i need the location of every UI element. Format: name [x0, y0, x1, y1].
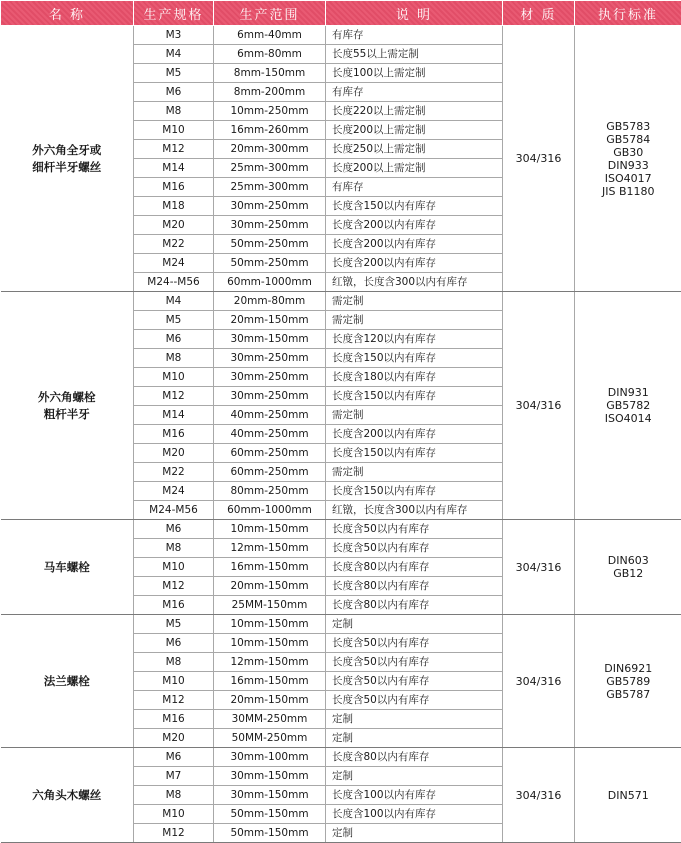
note-cell: 长度含200以内有库存 — [326, 254, 503, 273]
product-name-line: 粗杆半牙 — [1, 406, 134, 423]
note-cell: 定制 — [326, 710, 503, 729]
standard-line: GB5782 — [575, 399, 681, 412]
size-cell: M16 — [134, 178, 214, 197]
note-cell: 长度220以上需定制 — [326, 102, 503, 121]
note-cell: 长度含200以内有库存 — [326, 425, 503, 444]
note-cell: 长度含80以内有库存 — [326, 596, 503, 615]
size-cell: M12 — [134, 577, 214, 596]
range-cell: 50mm-150mm — [214, 805, 326, 824]
standard-line: JIS B1180 — [575, 185, 681, 198]
standard-cell — [575, 26, 681, 292]
note-cell: 定制 — [326, 767, 503, 786]
range-cell: 6mm-80mm — [214, 45, 326, 64]
size-cell: M20 — [134, 729, 214, 748]
product-name-line: 马车螺栓 — [1, 559, 134, 576]
product-name-cell — [1, 292, 134, 520]
size-cell: M24 — [134, 482, 214, 501]
range-cell: 25MM-150mm — [214, 596, 326, 615]
size-cell: M10 — [134, 368, 214, 387]
size-cell: M4 — [134, 292, 214, 311]
product-name-line: 细杆半牙螺丝 — [1, 159, 134, 176]
note-cell: 长度200以上需定制 — [326, 121, 503, 140]
note-cell: 长度含80以内有库存 — [326, 577, 503, 596]
table-row — [1, 748, 681, 767]
range-cell: 40mm-250mm — [214, 425, 326, 444]
standard-line: GB5783 — [575, 120, 681, 133]
size-cell: M12 — [134, 824, 214, 843]
note-cell: 定制 — [326, 729, 503, 748]
note-cell: 有库存 — [326, 26, 503, 45]
size-cell: M8 — [134, 653, 214, 672]
size-cell: M10 — [134, 558, 214, 577]
range-cell: 16mm-150mm — [214, 672, 326, 691]
table-row — [1, 26, 681, 45]
size-cell: M16 — [134, 425, 214, 444]
note-cell: 长度200以上需定制 — [326, 159, 503, 178]
size-cell: M16 — [134, 710, 214, 729]
standard-line: GB12 — [575, 567, 681, 580]
material-cell: 304/316 — [503, 748, 575, 843]
range-cell: 20mm-300mm — [214, 140, 326, 159]
note-cell: 长度含180以内有库存 — [326, 368, 503, 387]
size-cell: M5 — [134, 311, 214, 330]
range-cell: 16mm-150mm — [214, 558, 326, 577]
note-cell: 需定制 — [326, 406, 503, 425]
note-cell: 长度含50以内有库存 — [326, 653, 503, 672]
table-row — [1, 615, 681, 634]
note-cell: 红镦，长度含300以内有库存 — [326, 501, 503, 520]
range-cell: 60mm-1000mm — [214, 501, 326, 520]
header-name: 名 称 — [1, 1, 134, 26]
note-cell: 长度含80以内有库存 — [326, 748, 503, 767]
size-cell: M24-M56 — [134, 501, 214, 520]
size-cell: M22 — [134, 463, 214, 482]
standard-line: GB5789 — [575, 675, 681, 688]
range-cell: 10mm-150mm — [214, 520, 326, 539]
note-cell: 长度250以上需定制 — [326, 140, 503, 159]
size-cell: M12 — [134, 140, 214, 159]
note-cell: 长度含50以内有库存 — [326, 539, 503, 558]
size-cell: M10 — [134, 805, 214, 824]
range-cell: 8mm-200mm — [214, 83, 326, 102]
note-cell: 红镦，长度含300以内有库存 — [326, 273, 503, 292]
range-cell: 30mm-150mm — [214, 786, 326, 805]
range-cell: 6mm-40mm — [214, 26, 326, 45]
note-cell: 长度含150以内有库存 — [326, 349, 503, 368]
standard-line: DIN931 — [575, 386, 681, 399]
range-cell: 8mm-150mm — [214, 64, 326, 83]
note-cell: 长度含150以内有库存 — [326, 444, 503, 463]
note-cell: 长度含150以内有库存 — [326, 482, 503, 501]
range-cell: 10mm-150mm — [214, 634, 326, 653]
size-cell: M8 — [134, 786, 214, 805]
standard-line: GB30 — [575, 146, 681, 159]
standard-cell — [575, 292, 681, 520]
range-cell: 10mm-250mm — [214, 102, 326, 121]
range-cell: 10mm-150mm — [214, 615, 326, 634]
material-cell: 304/316 — [503, 26, 575, 292]
material-cell: 304/316 — [503, 520, 575, 615]
table-row — [1, 520, 681, 539]
standard-cell — [575, 520, 681, 615]
header-standard: 执行标准 — [575, 1, 681, 26]
note-cell: 长度含200以内有库存 — [326, 216, 503, 235]
material-cell: 304/316 — [503, 292, 575, 520]
size-cell: M6 — [134, 83, 214, 102]
product-name-line: 外六角全牙或 — [1, 142, 134, 159]
range-cell: 40mm-250mm — [214, 406, 326, 425]
note-cell: 长度含100以内有库存 — [326, 786, 503, 805]
range-cell: 50mm-250mm — [214, 254, 326, 273]
size-cell: M5 — [134, 64, 214, 83]
note-cell: 需定制 — [326, 311, 503, 330]
product-name-cell — [1, 26, 134, 292]
note-cell: 长度含80以内有库存 — [326, 558, 503, 577]
note-cell: 长度含200以内有库存 — [326, 235, 503, 254]
range-cell: 30mm-100mm — [214, 748, 326, 767]
note-cell: 定制 — [326, 615, 503, 634]
product-name-cell — [1, 520, 134, 615]
product-name-line: 法兰螺栓 — [1, 673, 134, 690]
range-cell: 12mm-150mm — [214, 539, 326, 558]
note-cell: 长度含50以内有库存 — [326, 634, 503, 653]
range-cell: 30mm-250mm — [214, 349, 326, 368]
header-note: 说 明 — [326, 1, 503, 26]
range-cell: 50mm-250mm — [214, 235, 326, 254]
standard-line: GB5784 — [575, 133, 681, 146]
header-size: 生产规格 — [134, 1, 214, 26]
range-cell: 30mm-150mm — [214, 330, 326, 349]
product-name-cell — [1, 615, 134, 748]
product-name-line: 外六角螺栓 — [1, 389, 134, 406]
range-cell: 20mm-150mm — [214, 691, 326, 710]
size-cell: M20 — [134, 216, 214, 235]
table-row — [1, 292, 681, 311]
material-cell: 304/316 — [503, 615, 575, 748]
size-cell: M20 — [134, 444, 214, 463]
note-cell: 有库存 — [326, 83, 503, 102]
size-cell: M6 — [134, 748, 214, 767]
size-cell: M4 — [134, 45, 214, 64]
range-cell: 60mm-250mm — [214, 444, 326, 463]
standard-line: DIN603 — [575, 554, 681, 567]
size-cell: M7 — [134, 767, 214, 786]
range-cell: 30MM-250mm — [214, 710, 326, 729]
size-cell: M8 — [134, 349, 214, 368]
standard-line: DIN571 — [575, 789, 681, 802]
standard-line: GB5787 — [575, 688, 681, 701]
size-cell: M3 — [134, 26, 214, 45]
size-cell: M8 — [134, 102, 214, 121]
header-row — [1, 1, 681, 26]
note-cell: 长度含100以内有库存 — [326, 805, 503, 824]
size-cell: M6 — [134, 520, 214, 539]
size-cell: M22 — [134, 235, 214, 254]
product-name-line: 六角头木螺丝 — [1, 787, 134, 804]
note-cell: 长度55以上需定制 — [326, 45, 503, 64]
standard-cell — [575, 615, 681, 748]
range-cell: 30mm-250mm — [214, 197, 326, 216]
note-cell: 需定制 — [326, 292, 503, 311]
size-cell: M12 — [134, 387, 214, 406]
range-cell: 60mm-250mm — [214, 463, 326, 482]
standard-cell — [575, 748, 681, 843]
size-cell: M5 — [134, 615, 214, 634]
range-cell: 30mm-250mm — [214, 368, 326, 387]
note-cell: 长度含150以内有库存 — [326, 387, 503, 406]
range-cell: 50mm-150mm — [214, 824, 326, 843]
note-cell: 长度含50以内有库存 — [326, 691, 503, 710]
product-name-cell — [1, 748, 134, 843]
size-cell: M12 — [134, 691, 214, 710]
standard-line: DIN933 — [575, 159, 681, 172]
range-cell: 25mm-300mm — [214, 159, 326, 178]
header-range: 生产范围 — [214, 1, 326, 26]
header-material: 材 质 — [503, 1, 575, 26]
note-cell: 长度含150以内有库存 — [326, 197, 503, 216]
note-cell: 需定制 — [326, 463, 503, 482]
size-cell: M16 — [134, 596, 214, 615]
range-cell: 20mm-80mm — [214, 292, 326, 311]
size-cell: M18 — [134, 197, 214, 216]
standard-line: DIN6921 — [575, 662, 681, 675]
note-cell: 有库存 — [326, 178, 503, 197]
standard-line: ISO4014 — [575, 412, 681, 425]
size-cell: M10 — [134, 672, 214, 691]
range-cell: 30mm-250mm — [214, 387, 326, 406]
range-cell: 50MM-250mm — [214, 729, 326, 748]
standard-line: ISO4017 — [575, 172, 681, 185]
note-cell: 长度含50以内有库存 — [326, 520, 503, 539]
range-cell: 20mm-150mm — [214, 577, 326, 596]
range-cell: 12mm-150mm — [214, 653, 326, 672]
size-cell: M8 — [134, 539, 214, 558]
range-cell: 80mm-250mm — [214, 482, 326, 501]
size-cell: M24 — [134, 254, 214, 273]
range-cell: 30mm-150mm — [214, 767, 326, 786]
size-cell: M14 — [134, 159, 214, 178]
note-cell: 定制 — [326, 824, 503, 843]
size-cell: M10 — [134, 121, 214, 140]
size-cell: M24--M56 — [134, 273, 214, 292]
range-cell: 16mm-260mm — [214, 121, 326, 140]
note-cell: 长度100以上需定制 — [326, 64, 503, 83]
range-cell: 20mm-150mm — [214, 311, 326, 330]
range-cell: 30mm-250mm — [214, 216, 326, 235]
note-cell: 长度含120以内有库存 — [326, 330, 503, 349]
size-cell: M6 — [134, 634, 214, 653]
note-cell: 长度含50以内有库存 — [326, 672, 503, 691]
size-cell: M14 — [134, 406, 214, 425]
range-cell: 25mm-300mm — [214, 178, 326, 197]
spec-table-body — [1, 26, 681, 843]
range-cell: 60mm-1000mm — [214, 273, 326, 292]
size-cell: M6 — [134, 330, 214, 349]
